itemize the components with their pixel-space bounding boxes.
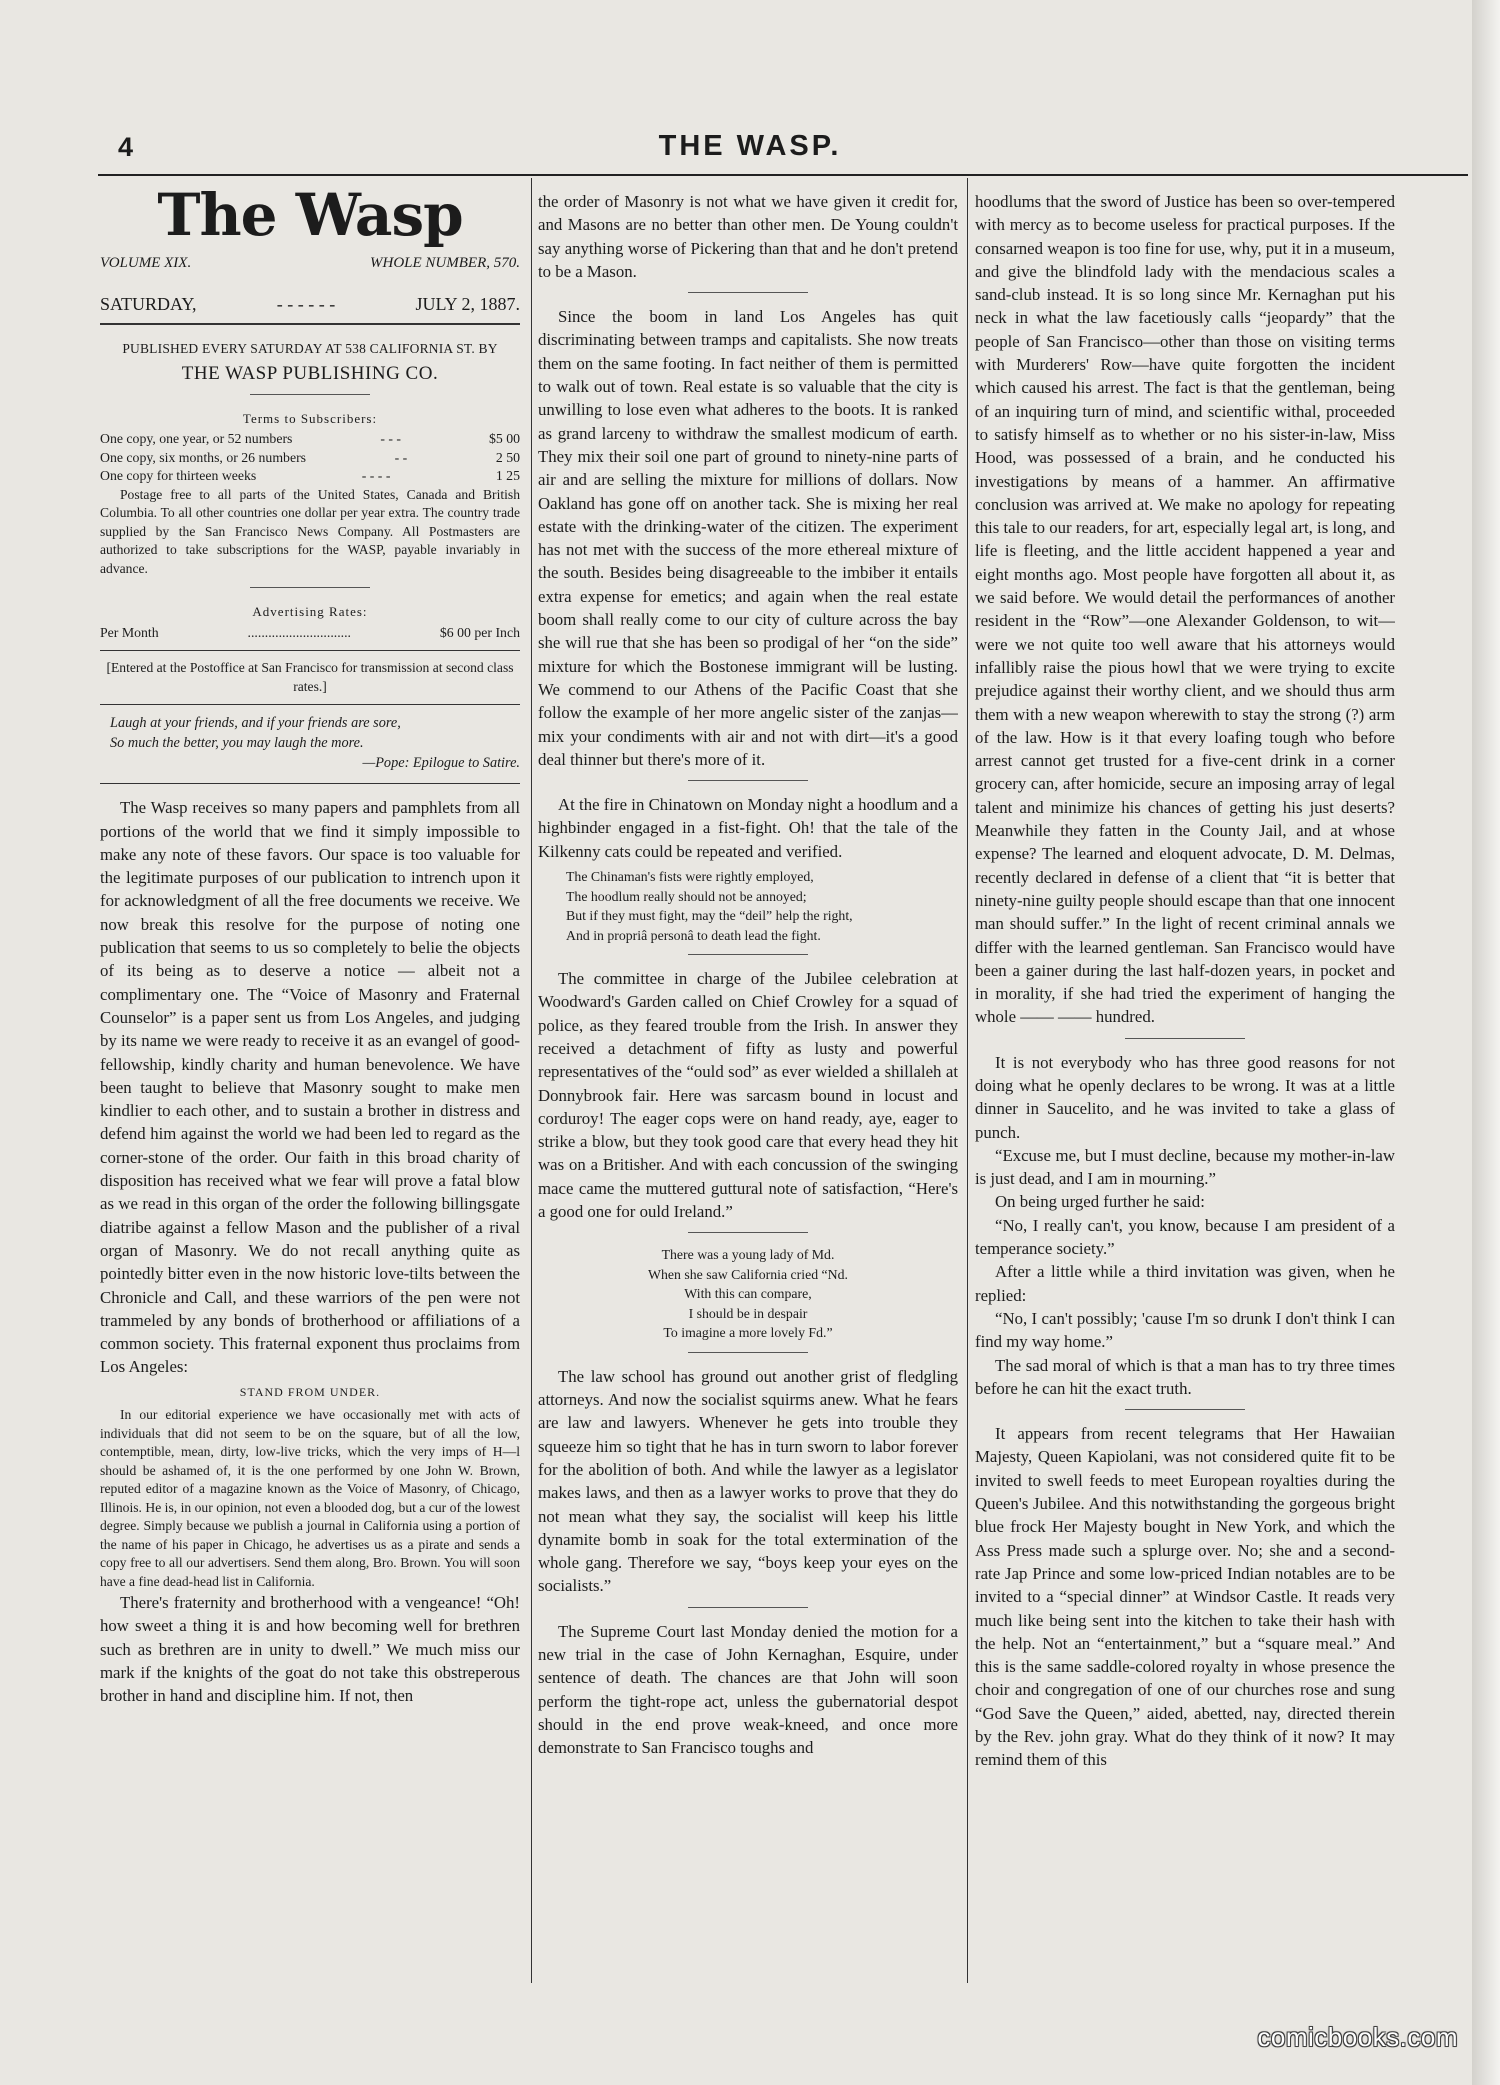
terms-heading: Terms to Subscribers: [242, 411, 378, 427]
separator [250, 394, 370, 395]
publication-notice: PUBLISHED EVERY SATURDAY AT 538 CALIFORNIA ST. BY [122, 340, 498, 356]
date-dashes: - - - - - - [276, 294, 336, 315]
separator [688, 780, 808, 781]
header-rule [98, 174, 1468, 176]
entered-notice: [Entered at the Postoffice at San Francisco for transmission at second class rates.] [106, 660, 514, 694]
separator [688, 292, 808, 293]
article-paragraph: “No, I really can't, you know, because I am president of a temperance society.” [975, 1215, 1395, 1259]
article-paragraph: hoodlums that the sword of Justice has been so over-tempered with mercy as to become useless for practical purposes. If the consarned weapon is too fine for use, why, put it in a museum, and give the blindfold lady with the mendacious scales a sand-club instead. It is so long since Mr. Kernaghan put his neck in what the law facetiously calls “jeopardy” that the people of San Francisco—other than those on visiting terms with Murderers' Row—have quite forgotten the incident which caused his arrest. The fact is that the gentleman, being of an inquiring turn of mind, and scientific withal, proceeded to satisfy himself as to whether or no his sister-in-law, Miss Hood, was possessed of a brain, and he conducted his investigations by means of a hammer. An affirmative conclusion was arrived at. We make no apology for repeating this tale to our readers, for art, especially legal art, is long, and life is fleeting, and the little accident happened a year and eight months ago. Most people have forgotten all about it, as we said before. We would detail the performances of another resident in the “Row”—one Alexander Goldenson, to wit—were we not quite too well aware that his attorneys would infallibly raise the pious howl that we were trying to excite prejudice against their worthy client, and we should thus arm them with a new weapon wherewith to stay the strong (?) arm of the law. How is it that every loafing tough who before arrest cannot get trusted for a five-cent drink in a corner grocery can, after homicide, secure an imposing array of legal talent and minimize his chances of getting his just deserts? Meanwhile they fatten in the County Jail, and at whose expense? The learned and eloquent advocate, D. M. Delmas, recently declared in defense of a client that “it is better that ninety-nine guilty people should escape than that one innocent man should suffer.” In the light of recent criminal annals we differ with the learned gentleman. San Francisco would have been a gainer during the last half-dozen years, in pocket and in morality, if she had tried the experiment of hanging the whole —— —— hundred. [975, 192, 1395, 1027]
separator [688, 1232, 808, 1233]
separator [250, 587, 370, 588]
separator [1125, 1038, 1245, 1039]
column-rule [531, 178, 532, 1983]
advertising-row: Per Month .............................. $6 00 per Inch [100, 624, 520, 640]
limerick: There was a young lady of Md. When she saw California cried “Nd. With this can compare, I should be in despair To imagine a more lovely Fd.” [648, 1247, 848, 1341]
separator [1125, 1409, 1245, 1410]
terms-row: One copy for thirteen weeks - - - - 1 25 [100, 468, 520, 484]
motto: Laugh at your friends, and if your friends are sore, So much the better, you may laugh the more. —Pope: Epilogue to Satire. [110, 715, 520, 772]
publisher-name: THE WASP PUBLISHING CO. [181, 362, 439, 384]
volume: VOLUME XIX. [100, 255, 192, 271]
article-paragraph: After a little while a third invitation was given, when he replied: [975, 1262, 1395, 1305]
verse: The Chinaman's fists were rightly employed, The hoodlum really should not be annoyed; But if they must fight, may the “deil” help the right, And in propriâ personâ to death lead the fight. [566, 869, 853, 943]
separator [688, 1352, 808, 1353]
rule [100, 783, 520, 784]
article-paragraph: The Supreme Court last Monday denied the motion for a new trial in the case of John Kernaghan, Esquire, under sentence of death. The chances are that John will soon perform the tight-rope act, unless the gubernatorial despot should in the end prove weak-kneed, and once more demonstrate to San Francisco toughs and [538, 1621, 958, 1758]
column-2 [538, 190, 958, 1980]
postage-note: Postage free to all parts of the United States, Canada and British Columbia. To all other countries one dollar per year extra. The country trade supplied by the San Francisco News Company. All Postmasters are authorized to take subscriptions for the WASP, payable invariably in advance. [100, 486, 520, 576]
date-row [100, 293, 520, 324]
column-rule [967, 178, 968, 1983]
rule [100, 704, 520, 705]
separator [688, 954, 808, 955]
terms-row: One copy, six months, or 26 numbers - - 2 50 [100, 449, 520, 465]
column-3 [975, 190, 1395, 1980]
volume-row [100, 252, 520, 275]
watermark-logo: comicbooks.com [1257, 2022, 1458, 2052]
whole-number: WHOLE NUMBER, 570. [370, 255, 520, 271]
running-title: THE WASP. [658, 130, 842, 162]
article-paragraph: At the fire in Chinatown on Monday night a hoodlum and a highbinder engaged in a fist-fight. Oh! that the tale of the Kilkenny cats could be repeated and verified. [538, 795, 958, 861]
quoted-heading: STAND FROM UNDER. [239, 1384, 381, 1399]
masthead-logo: The Wasp [157, 190, 463, 249]
quoted-text: In our editorial experience we have occasionally met with acts of individuals that did not seem to be on the square, but of all the low, contemptible, mean, dirty, low-live tricks, which the very imps of H—l should be ashamed of, it is the one performed by one John W. Brown, reputed editor of a magazine known as the Voice of Masonry, of Chicago, Illinois. He is, in our opinion, not even a blooded dog, but a cur of the lowest degree. Simply because we publish a journal in California using a portion of the name of his paper in Chicago, he advertises us as a pirate and sends a copy free to all our advertisers. Send them along, Bro. Brown. You will soon have a fine dead-head list in California. [100, 1407, 520, 1589]
column-1 [100, 190, 520, 1980]
article-paragraph: It is not everybody who has three good reasons for not doing what he openly declares to be wrong. It was at a little dinner in Saucelito, and he was invited to take a glass of punch. [975, 1052, 1395, 1142]
page-number: 4 [118, 132, 134, 162]
page-edge [1472, 0, 1500, 2085]
motto-attribution: —Pope: Epilogue to Satire. [362, 755, 520, 772]
issue-date: JULY 2, 1887. [415, 294, 520, 315]
article-paragraph: There's fraternity and brotherhood with a vengeance! “Oh! how sweet a thing it is and how becoming well for brethren such as brethren are in unity to dwell.” We much miss our mark if the knights of the goat do not take this obstreperous brother in hand and discipline him. If not, then [100, 1593, 520, 1706]
terms-row: One copy, one year, or 52 numbers - - - $5 00 [100, 431, 520, 447]
article-paragraph: The Wasp receives so many papers and pamphlets from all portions of the world that we find it simply impossible to make any note of these favors. Our space is too valuable for the legitimate purposes of our publication to intrench upon it for acknowledgment of all the free documents we receive. We now break this resolve for the purpose of noting one publication that seems to us so completely to belie the objects of its being as to deserve a notice — albeit not a complimentary one. The “Voice of Masonry and Fraternal Counselor” is a paper sent us from Los Angeles, and judging by its name we were ready to receive it as an evangel of good-fellowship, kindly charity and human benevolence. We have been taught to believe that Masonry sought to make men kindlier to each other, and to sustain a brother in distress and defend him against the world we had been led to regard as the corner-stone of the order. Our faith in this broad charity of disposition has received what we fear will prove a fatal blow as we read in this organ of the order the following billingsgate diatribe against a fellow Mason and the publisher of a rival organ of Masonry. We do not recall anything quite as pointedly bitter even in the now historic love-tilts between the Chronicle and Call, and these warriors of the pen were not trammeled by any bonds of brotherhood or affiliations of a common society. This fraternal exponent thus proclaims from Los Angeles: [100, 798, 520, 1377]
article-paragraph: “No, I can't possibly; 'cause I'm so drunk I don't think I can find my way home.” [975, 1308, 1395, 1352]
article-paragraph: It appears from recent telegrams that Her Hawaiian Majesty, Queen Kapiolani, was not considered quite fit to be invited to swell feeds to meet European royalties during the Queen's Jubilee. And this notwithstanding the gorgeous bright blue frock Her Majesty bought in New York, and which the Ass Press made such a splurge over. No; she and a second-rate Jap Prince and some low-priced Indian notables are to be invited to a “special dinner” at Windsor Castle. It reads very much like being sent into the kitchen to take their hash with the help. Not an “entertainment,” but a “square meal.” And this is the same saddle-colored royalty in whose presence the choir and congregation of one of our churches rose and sung “God Save the Queen,” aided, abetted, nay, directed therein by the Rev. john gray. What do they think of it now? It may remind them of this [975, 1424, 1395, 1770]
advertising-heading: Advertising Rates: [252, 604, 368, 620]
article-paragraph: Since the boom in land Los Angeles has quit discriminating between tramps and capitalists. She now treats them on the same footing. In fact neither of them is permitted to walk out of town. Real estate is so valuable that the city is unwilling to lose even what adheres to the boots. It is ranked as grand larceny to withdraw the smallest modicum of earth. They mix their soil one part of ground to ninety-nine parts of air and are selling the mixture for millions of dollars. Now Oakland has gone off on another tack. She is mixing her real estate with the drinking-water of the citizen. The experiment has not met with the success of the more ethereal mixture of the south. Besides being disagreeable to the imbiber it entails extra expense for emetics; and again when the real estate boom shall really come to our city of culture across the bay she will rue that she has been so prodigal of her “on the side” mixture for which the Bostonese immigrant will be lusting. We commend to our Athens of the Pacific Coast that she follow the example of her more angelic sister of the zanjas—mix your condiments with air and not with dirt—it's a good deal thinner but there's more of it. [538, 307, 958, 769]
day: SATURDAY, [100, 294, 197, 315]
article-paragraph: “Excuse me, but I must decline, because my mother-in-law is just dead, and I am in mourning.” [975, 1145, 1395, 1189]
article-paragraph: The sad moral of which is that a man has to try three times before he can hit the exact truth. [975, 1355, 1395, 1398]
separator [688, 1607, 808, 1608]
article-paragraph: On being urged further he said: [995, 1192, 1205, 1212]
article-paragraph: The law school has ground out another grist of fledgling attorneys. And now the socialist squirms anew. What he fears are law and lawyers. Whenever he gets into trouble they squeeze him so tight that he has in turn sworn to labor forever for the abolition of both. And while the lawyer as a legislator makes laws, and then as a lawyer works to prove that they do not mean what they say, the socialist will keep his little dynamite bomb in soak for the total extermination of the whole gang. Therefore we say, “boys keep your eyes on the socialists.” [538, 1366, 958, 1596]
rule [100, 650, 520, 651]
article-paragraph: the order of Masonry is not what we have given it credit for, and Masons are no better than other men. De Young couldn't say anything worse of Pickering than that and he don't pretend to be a Mason. [538, 192, 958, 281]
article-paragraph: The committee in charge of the Jubilee celebration at Woodward's Garden called on Chief Crowley for a squad of police, as they feared trouble from the Irish. In answer they received a detachment of fifty as lusty and powerful representatives of the “ould sod” as ever wielded a shillaleh at Donnybrook fair. Here was sarcasm bound in locust and corduroy! The eager cops were on hand ready, aye, eager to strike a blow, but they took good care that every head they hit was on a Britisher. And with each concussion of the swinging mace came the muttered guttural note of satisfaction, “Here's a good one for ould Ireland.” [538, 969, 958, 1221]
